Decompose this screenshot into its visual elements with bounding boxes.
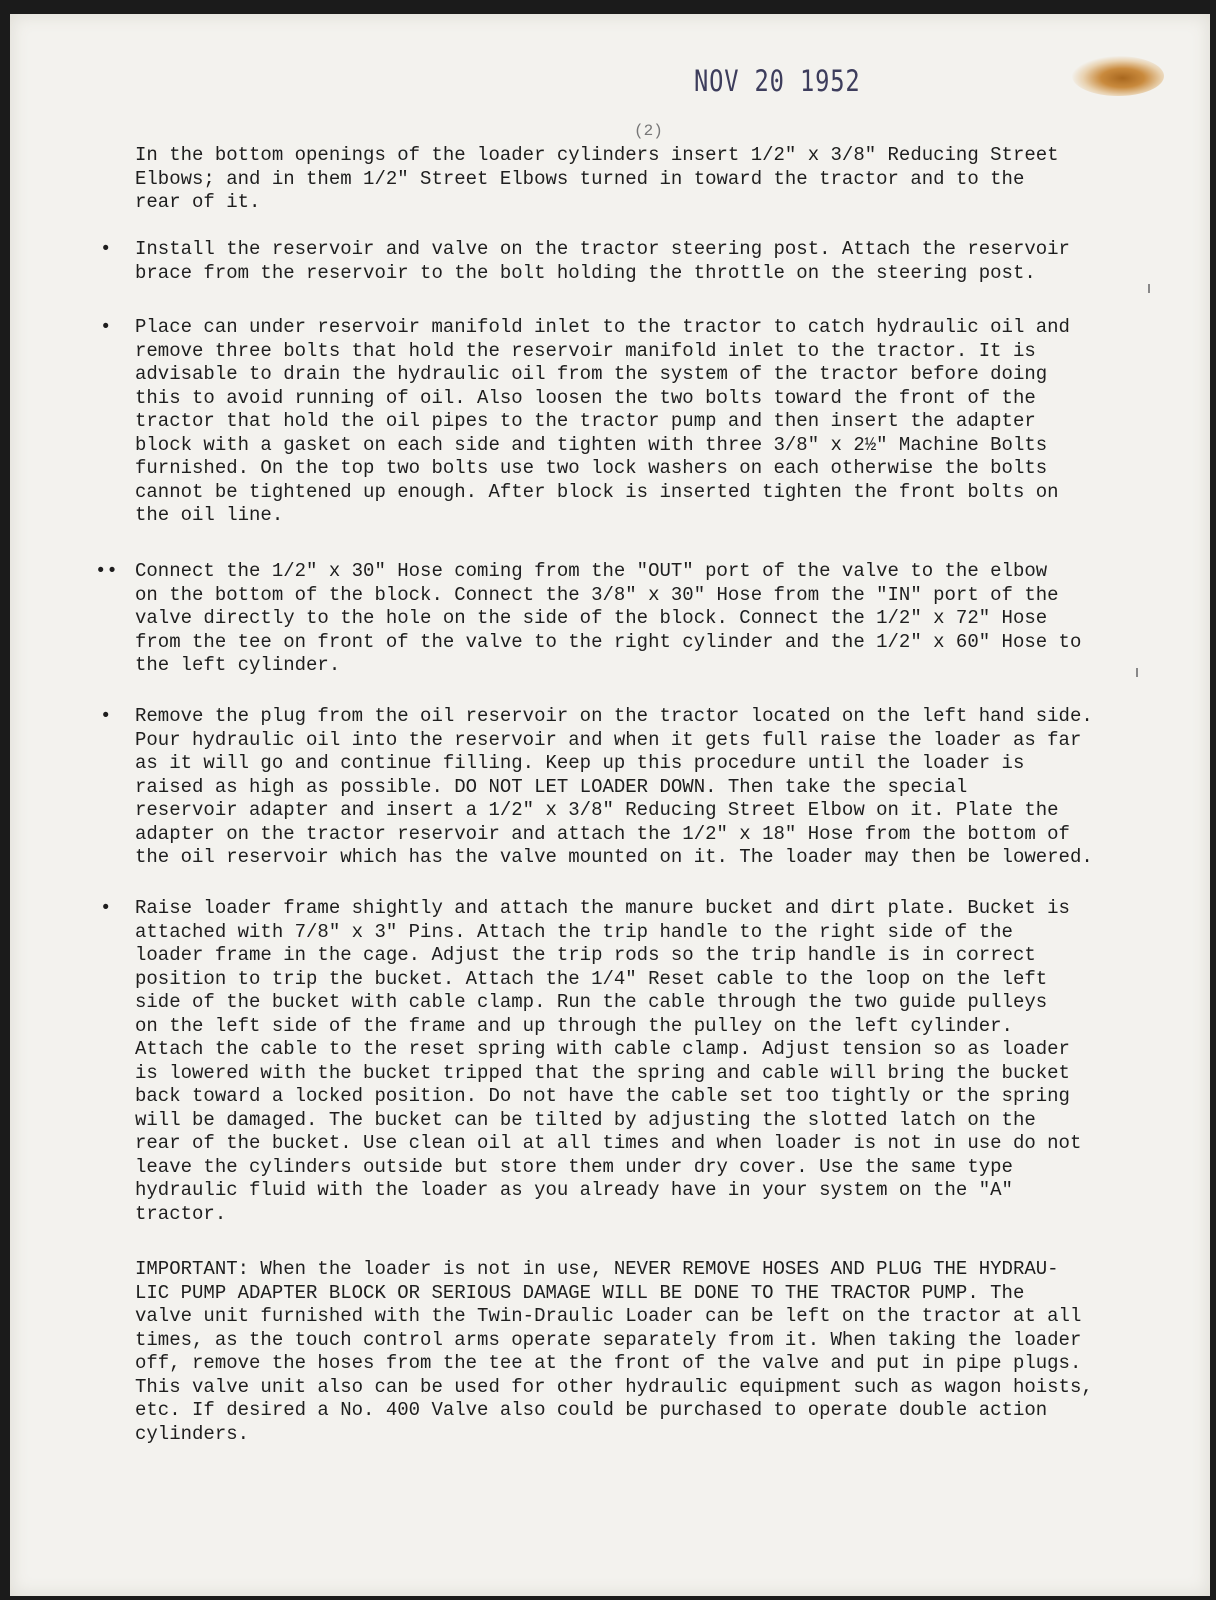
paragraph-5: Remove the plug from the oil reservoir on the tractor located on the left hand side. Pour hydraulic oil into the reservoir and when it gets full raise the loader as far as it will go and continue filling. Keep up this procedure until the loader is raised as high as possible. DO NOT LET LOADER DOWN. Then take the special reservoir adapter and insert a 1/2" x 3/8" Reducing Street Elbow on it. Plate the adapter on the tractor reservoir and attach the 1/2" x 18" Hose from the bottom of the oil reservoir which has the valve mounted on it. The loader may then be lowered.	[135, 705, 1093, 868]
bullet-3: •	[100, 316, 112, 338]
rust-stain	[1072, 56, 1164, 96]
important-notice: IMPORTANT: When the loader is not in use, NEVER REMOVE HOSES AND PLUG THE HYDRAU- LIC PUMP ADAPTER BLOCK OR SERIOUS DAMAGE WILL BE DONE TO THE TRACTOR PUMP. The valve unit furnished with the Twin-Draulic Loader can be left on the tractor at all times, as the touch control arms operate separately from it. When taking the loader off, remove the hoses from the tee at the front of the valve and put in pipe plugs. This valve unit also can be used for other hydraulic equipment such as wagon hoists, etc. If desired a No. 400 Valve also could be purchased to operate double action cylinders.	[135, 1258, 1093, 1445]
paragraph-3: Place can under reservoir manifold inlet to the tractor to catch hydraulic oil and remove three bolts that hold the reservoir manifold inlet to the tractor. It is advisable to drain the hydraulic oil from the system of the tractor before doing this to avoid running of oil. Also loosen the two bolts toward the front of the tractor that hold the oil pipes to the tractor pump and then insert the adapter block with a gasket on each side and tighten with three 3/8" x 2½" Machine Bolts furnished. On the top two bolts use two lock washers on each otherwise the bolts cannot be tightened up enough. After block is inserted tighten the front bolts on the oil line.	[135, 316, 1070, 526]
date-stamp: NOV 20 1952	[694, 64, 861, 98]
bullet-6: •	[100, 897, 112, 919]
paragraph-4: Connect the 1/2" x 30" Hose coming from the "OUT" port of the valve to the elbow on the bottom of the block. Connect the 3/8" x 30" Hose from the "IN" port of the valve directly to the hole on the side of the block. Connect the 1/2" x 72" Hose from the tee on front of the valve to the right cylinder and the 1/2" x 60" Hose to the left cylinder.	[135, 560, 1082, 676]
bullet-5: •	[100, 705, 112, 727]
paragraph-1: In the bottom openings of the loader cylinders insert 1/2" x 3/8" Reducing Street Elbows; and in them 1/2" Street Elbows turned in toward the tractor and to the rear of it.	[135, 144, 1059, 213]
margin-mark	[1148, 284, 1150, 293]
page-number: (2)	[634, 122, 663, 140]
paragraph-2: Install the reservoir and valve on the tractor steering post. Attach the reservoir brace from the reservoir to the bolt holding the throttle on the steering post.	[135, 238, 1070, 284]
bullet-2: •	[100, 238, 112, 260]
margin-mark	[1136, 668, 1138, 677]
paragraph-6: Raise loader frame shightly and attach the manure bucket and dirt plate. Bucket is attached with 7/8" x 3" Pins. Attach the trip handle to the right side of the loader frame in the cage. Adjust the trip rods so the trip handle is in correct position to trip the bucket. Attach the 1/4" Reset cable to the loop on the left side of the bucket with cable clamp. Run the cable through the two guide pulleys on the left side of the frame and up through the pulley on the left cylinder. Attach the cable to the reset spring with cable clamp. Adjust tension so as loader is lowered with the bucket tripped that the spring and cable will bring the bucket back toward a locked position. Do not have the cable set too tightly or the spring will be damaged. The bucket can be tilted by adjusting the slotted latch on the rear of the bucket. Use clean oil at all times and when loader is not in use do not leave the cylinders outside but store them under dry cover. Use the same type hydraulic fluid with the loader as you already have in your system on the "A" tractor.	[135, 897, 1082, 1225]
bullet-4: ••	[95, 560, 118, 582]
